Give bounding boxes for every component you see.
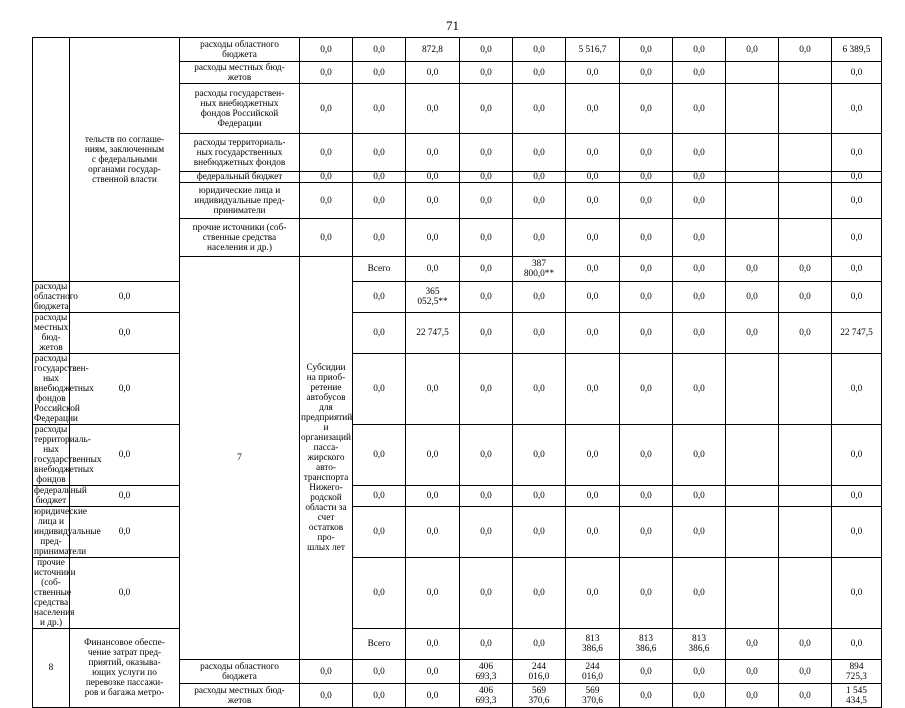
value-cell: 0,0	[513, 172, 566, 183]
value-cell: 0,0	[779, 313, 832, 354]
value-cell: 0,0	[513, 84, 566, 134]
value-cell: 872,8	[406, 38, 460, 62]
value-cell: 0,0	[620, 558, 673, 629]
value-cell: 813 386,6	[673, 629, 726, 660]
value-cell	[726, 425, 779, 486]
value-cell: 0,0	[353, 558, 406, 629]
value-cell: 0,0	[353, 425, 406, 486]
value-cell: 0,0	[70, 486, 180, 507]
table-row	[33, 282, 882, 313]
value-cell: 406 693,3	[460, 684, 513, 708]
value-cell: 0,0	[300, 38, 353, 62]
value-cell: 0,0	[406, 219, 460, 257]
value-cell: 0,0	[566, 507, 620, 558]
value-cell: 0,0	[300, 134, 353, 172]
value-cell: 0,0	[832, 62, 882, 84]
item-number-cell	[33, 38, 70, 282]
item-number-cell: 8	[33, 629, 70, 708]
value-cell: 1 545 434,5	[832, 684, 882, 708]
value-cell: 569 370,6	[513, 684, 566, 708]
value-cell	[726, 507, 779, 558]
value-cell	[779, 219, 832, 257]
value-cell: 0,0	[673, 172, 726, 183]
value-cell: 0,0	[673, 354, 726, 425]
value-cell: 0,0	[566, 425, 620, 486]
value-cell: 0,0	[513, 354, 566, 425]
value-cell: 0,0	[70, 558, 180, 629]
value-cell: 0,0	[620, 282, 673, 313]
value-cell: 894 725,3	[832, 660, 882, 684]
value-cell: 0,0	[513, 134, 566, 172]
value-cell: 0,0	[673, 38, 726, 62]
value-cell: 0,0	[460, 507, 513, 558]
value-cell	[779, 425, 832, 486]
value-cell	[726, 486, 779, 507]
value-cell	[726, 219, 779, 257]
value-cell: 0,0	[779, 257, 832, 282]
table-row	[33, 425, 882, 486]
value-cell	[779, 62, 832, 84]
value-cell: 0,0	[300, 219, 353, 257]
value-cell: 0,0	[460, 62, 513, 84]
value-cell: 244 016,0	[513, 660, 566, 684]
value-cell: 0,0	[353, 62, 406, 84]
value-cell: 0,0	[460, 134, 513, 172]
table-row	[33, 38, 882, 62]
value-cell: 0,0	[300, 660, 353, 684]
value-cell: 244 016,0	[566, 660, 620, 684]
value-cell: 0,0	[832, 282, 882, 313]
value-cell: 0,0	[673, 313, 726, 354]
value-cell: 365 052,5**	[406, 282, 460, 313]
funding-source-cell: Всего	[353, 629, 406, 660]
funding-source-cell: расходы территориаль- ных государственных внебюджетных фондов	[180, 134, 300, 172]
value-cell: 0,0	[353, 84, 406, 134]
value-cell: 22 747,5	[832, 313, 882, 354]
table-row	[33, 558, 882, 629]
value-cell: 0,0	[353, 354, 406, 425]
value-cell	[779, 134, 832, 172]
value-cell: 0,0	[566, 282, 620, 313]
value-cell: 0,0	[353, 219, 406, 257]
value-cell: 0,0	[460, 313, 513, 354]
value-cell: 0,0	[673, 183, 726, 219]
value-cell: 0,0	[673, 257, 726, 282]
value-cell: 0,0	[620, 486, 673, 507]
funding-source-cell: расходы местных бюд- жетов	[180, 684, 300, 708]
value-cell: 0,0	[832, 183, 882, 219]
funding-source-cell: федеральный бюджет	[180, 172, 300, 183]
value-cell: 0,0	[406, 134, 460, 172]
value-cell: 0,0	[779, 38, 832, 62]
value-cell	[726, 183, 779, 219]
value-cell: 5 516,7	[566, 38, 620, 62]
value-cell: 0,0	[70, 507, 180, 558]
value-cell: 0,0	[726, 38, 779, 62]
value-cell: 0,0	[513, 313, 566, 354]
value-cell: 0,0	[726, 629, 779, 660]
value-cell: 0,0	[406, 62, 460, 84]
value-cell: 406 693,3	[460, 660, 513, 684]
value-cell	[726, 62, 779, 84]
value-cell: 0,0	[353, 38, 406, 62]
value-cell: 0,0	[779, 660, 832, 684]
value-cell	[726, 84, 779, 134]
value-cell: 0,0	[566, 219, 620, 257]
value-cell: 0,0	[832, 425, 882, 486]
funding-source-cell: Всего	[353, 257, 406, 282]
table-row	[33, 313, 882, 354]
value-cell: 22 747,5	[406, 313, 460, 354]
value-cell: 0,0	[832, 219, 882, 257]
value-cell: 0,0	[70, 354, 180, 425]
value-cell: 0,0	[513, 62, 566, 84]
value-cell: 0,0	[513, 38, 566, 62]
value-cell: 0,0	[353, 684, 406, 708]
value-cell: 0,0	[406, 84, 460, 134]
value-cell: 0,0	[726, 282, 779, 313]
funding-source-cell: юридические лица и индивидуальные пред- приниматели	[34, 507, 101, 557]
program-name-cell: Финансовое обеспе- чение затрат пред- приятий, оказыва- ющих услуги по перевозке пассажи- ров и багажа метро-	[70, 629, 180, 708]
value-cell: 0,0	[620, 134, 673, 172]
value-cell: 0,0	[406, 354, 460, 425]
value-cell	[779, 507, 832, 558]
funding-source-cell: расходы государствен- ных внебюджетных фондов Российской Федерации	[180, 84, 300, 134]
value-cell: 0,0	[460, 425, 513, 486]
value-cell: 0,0	[300, 172, 353, 183]
value-cell: 0,0	[513, 486, 566, 507]
program-name-cell: тельств по соглаше- ниям, заключенным с федеральными органами государ- ственной власти	[70, 38, 180, 282]
value-cell: 813 386,6	[620, 629, 673, 660]
budget-table	[32, 37, 882, 708]
funding-source-cell: расходы государствен- ных внебюджетных фондов Российской Федерации	[34, 354, 94, 424]
value-cell: 0,0	[353, 134, 406, 172]
value-cell: 0,0	[566, 486, 620, 507]
value-cell: 0,0	[406, 660, 460, 684]
value-cell: 0,0	[673, 486, 726, 507]
value-cell: 0,0	[673, 62, 726, 84]
value-cell: 0,0	[779, 629, 832, 660]
value-cell: 0,0	[620, 425, 673, 486]
value-cell: 0,0	[673, 425, 726, 486]
value-cell: 0,0	[353, 172, 406, 183]
value-cell: 0,0	[300, 84, 353, 134]
value-cell: 0,0	[566, 62, 620, 84]
value-cell: 0,0	[673, 660, 726, 684]
value-cell: 0,0	[726, 313, 779, 354]
value-cell: 0,0	[353, 660, 406, 684]
value-cell: 0,0	[300, 62, 353, 84]
value-cell: 0,0	[460, 183, 513, 219]
page-number: 71	[446, 18, 459, 33]
value-cell: 0,0	[673, 134, 726, 172]
value-cell: 0,0	[513, 282, 566, 313]
value-cell: 0,0	[620, 84, 673, 134]
value-cell: 0,0	[460, 486, 513, 507]
funding-source-cell: юридические лица и индивидуальные пред- приниматели	[180, 183, 300, 219]
value-cell: 0,0	[513, 425, 566, 486]
value-cell: 0,0	[300, 684, 353, 708]
value-cell: 0,0	[673, 219, 726, 257]
value-cell: 0,0	[460, 354, 513, 425]
value-cell: 0,0	[353, 507, 406, 558]
value-cell: 0,0	[566, 183, 620, 219]
value-cell: 0,0	[620, 183, 673, 219]
funding-source-cell: расходы областного бюджета	[34, 282, 78, 312]
budget-table-body	[33, 38, 882, 708]
value-cell: 0,0	[513, 558, 566, 629]
value-cell	[779, 558, 832, 629]
value-cell: 0,0	[779, 684, 832, 708]
value-cell: 0,0	[673, 684, 726, 708]
value-cell: 0,0	[566, 354, 620, 425]
value-cell: 0,0	[406, 558, 460, 629]
value-cell: 0,0	[406, 425, 460, 486]
value-cell: 0,0	[832, 486, 882, 507]
value-cell: 0,0	[406, 257, 460, 282]
value-cell: 0,0	[620, 660, 673, 684]
value-cell: 0,0	[566, 313, 620, 354]
value-cell: 0,0	[726, 684, 779, 708]
value-cell: 0,0	[353, 486, 406, 507]
value-cell: 0,0	[70, 282, 180, 313]
value-cell	[779, 486, 832, 507]
value-cell	[779, 84, 832, 134]
table-row	[33, 354, 882, 425]
value-cell	[779, 183, 832, 219]
value-cell: 0,0	[406, 629, 460, 660]
value-cell: 0,0	[406, 486, 460, 507]
value-cell: 0,0	[406, 507, 460, 558]
value-cell: 0,0	[566, 84, 620, 134]
value-cell: 0,0	[406, 684, 460, 708]
value-cell	[726, 172, 779, 183]
value-cell: 0,0	[460, 172, 513, 183]
value-cell: 0,0	[620, 313, 673, 354]
value-cell: 0,0	[673, 507, 726, 558]
value-cell: 0,0	[513, 507, 566, 558]
value-cell: 0,0	[673, 558, 726, 629]
value-cell: 0,0	[353, 313, 406, 354]
value-cell: 0,0	[70, 313, 180, 354]
table-row	[33, 629, 882, 660]
value-cell: 0,0	[620, 354, 673, 425]
value-cell: 0,0	[620, 172, 673, 183]
value-cell: 0,0	[460, 219, 513, 257]
funding-source-cell: федеральный бюджет	[34, 486, 87, 506]
value-cell: 0,0	[832, 629, 882, 660]
value-cell: 0,0	[832, 507, 882, 558]
value-cell: 0,0	[726, 660, 779, 684]
value-cell: 0,0	[406, 183, 460, 219]
value-cell	[726, 558, 779, 629]
table-row	[33, 507, 882, 558]
value-cell: 0,0	[779, 282, 832, 313]
value-cell: 0,0	[673, 84, 726, 134]
value-cell: 0,0	[832, 558, 882, 629]
value-cell: 0,0	[832, 172, 882, 183]
value-cell	[779, 354, 832, 425]
value-cell	[726, 134, 779, 172]
value-cell	[779, 172, 832, 183]
value-cell: 0,0	[460, 257, 513, 282]
program-name-cell: Субсидии на приоб- ретение автобусов для предприятий и организаций пасса- жирского авто- транспорта Нижего- родской области за счет остатков про- шлых лет	[300, 257, 353, 660]
value-cell: 0,0	[300, 183, 353, 219]
value-cell: 0,0	[832, 257, 882, 282]
value-cell: 0,0	[832, 134, 882, 172]
value-cell: 0,0	[353, 183, 406, 219]
value-cell: 0,0	[620, 257, 673, 282]
value-cell: 0,0	[673, 282, 726, 313]
value-cell: 0,0	[460, 629, 513, 660]
value-cell: 0,0	[620, 219, 673, 257]
value-cell: 0,0	[460, 38, 513, 62]
funding-source-cell: прочие источники (соб- ственные средства населения и др.)	[180, 219, 300, 257]
value-cell: 6 389,5	[832, 38, 882, 62]
value-cell: 0,0	[566, 172, 620, 183]
funding-source-cell: расходы областного бюджета	[180, 660, 300, 684]
funding-source-cell: расходы местных бюд- жетов	[180, 62, 300, 84]
funding-source-cell: расходы областного бюджета	[180, 38, 300, 62]
value-cell: 0,0	[566, 558, 620, 629]
table-row	[33, 486, 882, 507]
value-cell: 0,0	[620, 38, 673, 62]
value-cell: 813 386,6	[566, 629, 620, 660]
funding-source-cell: прочие источники (соб- ственные средства населения и др.)	[34, 558, 76, 628]
value-cell: 0,0	[566, 134, 620, 172]
value-cell: 0,0	[460, 84, 513, 134]
value-cell: 0,0	[460, 282, 513, 313]
value-cell: 0,0	[70, 425, 180, 486]
value-cell: 0,0	[353, 282, 406, 313]
value-cell	[726, 354, 779, 425]
value-cell: 0,0	[620, 684, 673, 708]
value-cell: 0,0	[620, 507, 673, 558]
value-cell: 0,0	[460, 558, 513, 629]
value-cell: 387 800,0**	[513, 257, 566, 282]
funding-source-cell: расходы территориаль- ных государственных внебюджетных фондов	[34, 425, 102, 485]
funding-source-cell: расходы местных бюд- жетов	[34, 313, 69, 353]
item-number-cell: 7	[180, 257, 300, 660]
value-cell: 0,0	[513, 183, 566, 219]
value-cell: 569 370,6	[566, 684, 620, 708]
value-cell: 0,0	[832, 84, 882, 134]
value-cell: 0,0	[513, 629, 566, 660]
value-cell: 0,0	[513, 219, 566, 257]
value-cell: 0,0	[566, 257, 620, 282]
value-cell: 0,0	[406, 172, 460, 183]
value-cell: 0,0	[832, 354, 882, 425]
value-cell: 0,0	[620, 62, 673, 84]
value-cell: 0,0	[726, 257, 779, 282]
